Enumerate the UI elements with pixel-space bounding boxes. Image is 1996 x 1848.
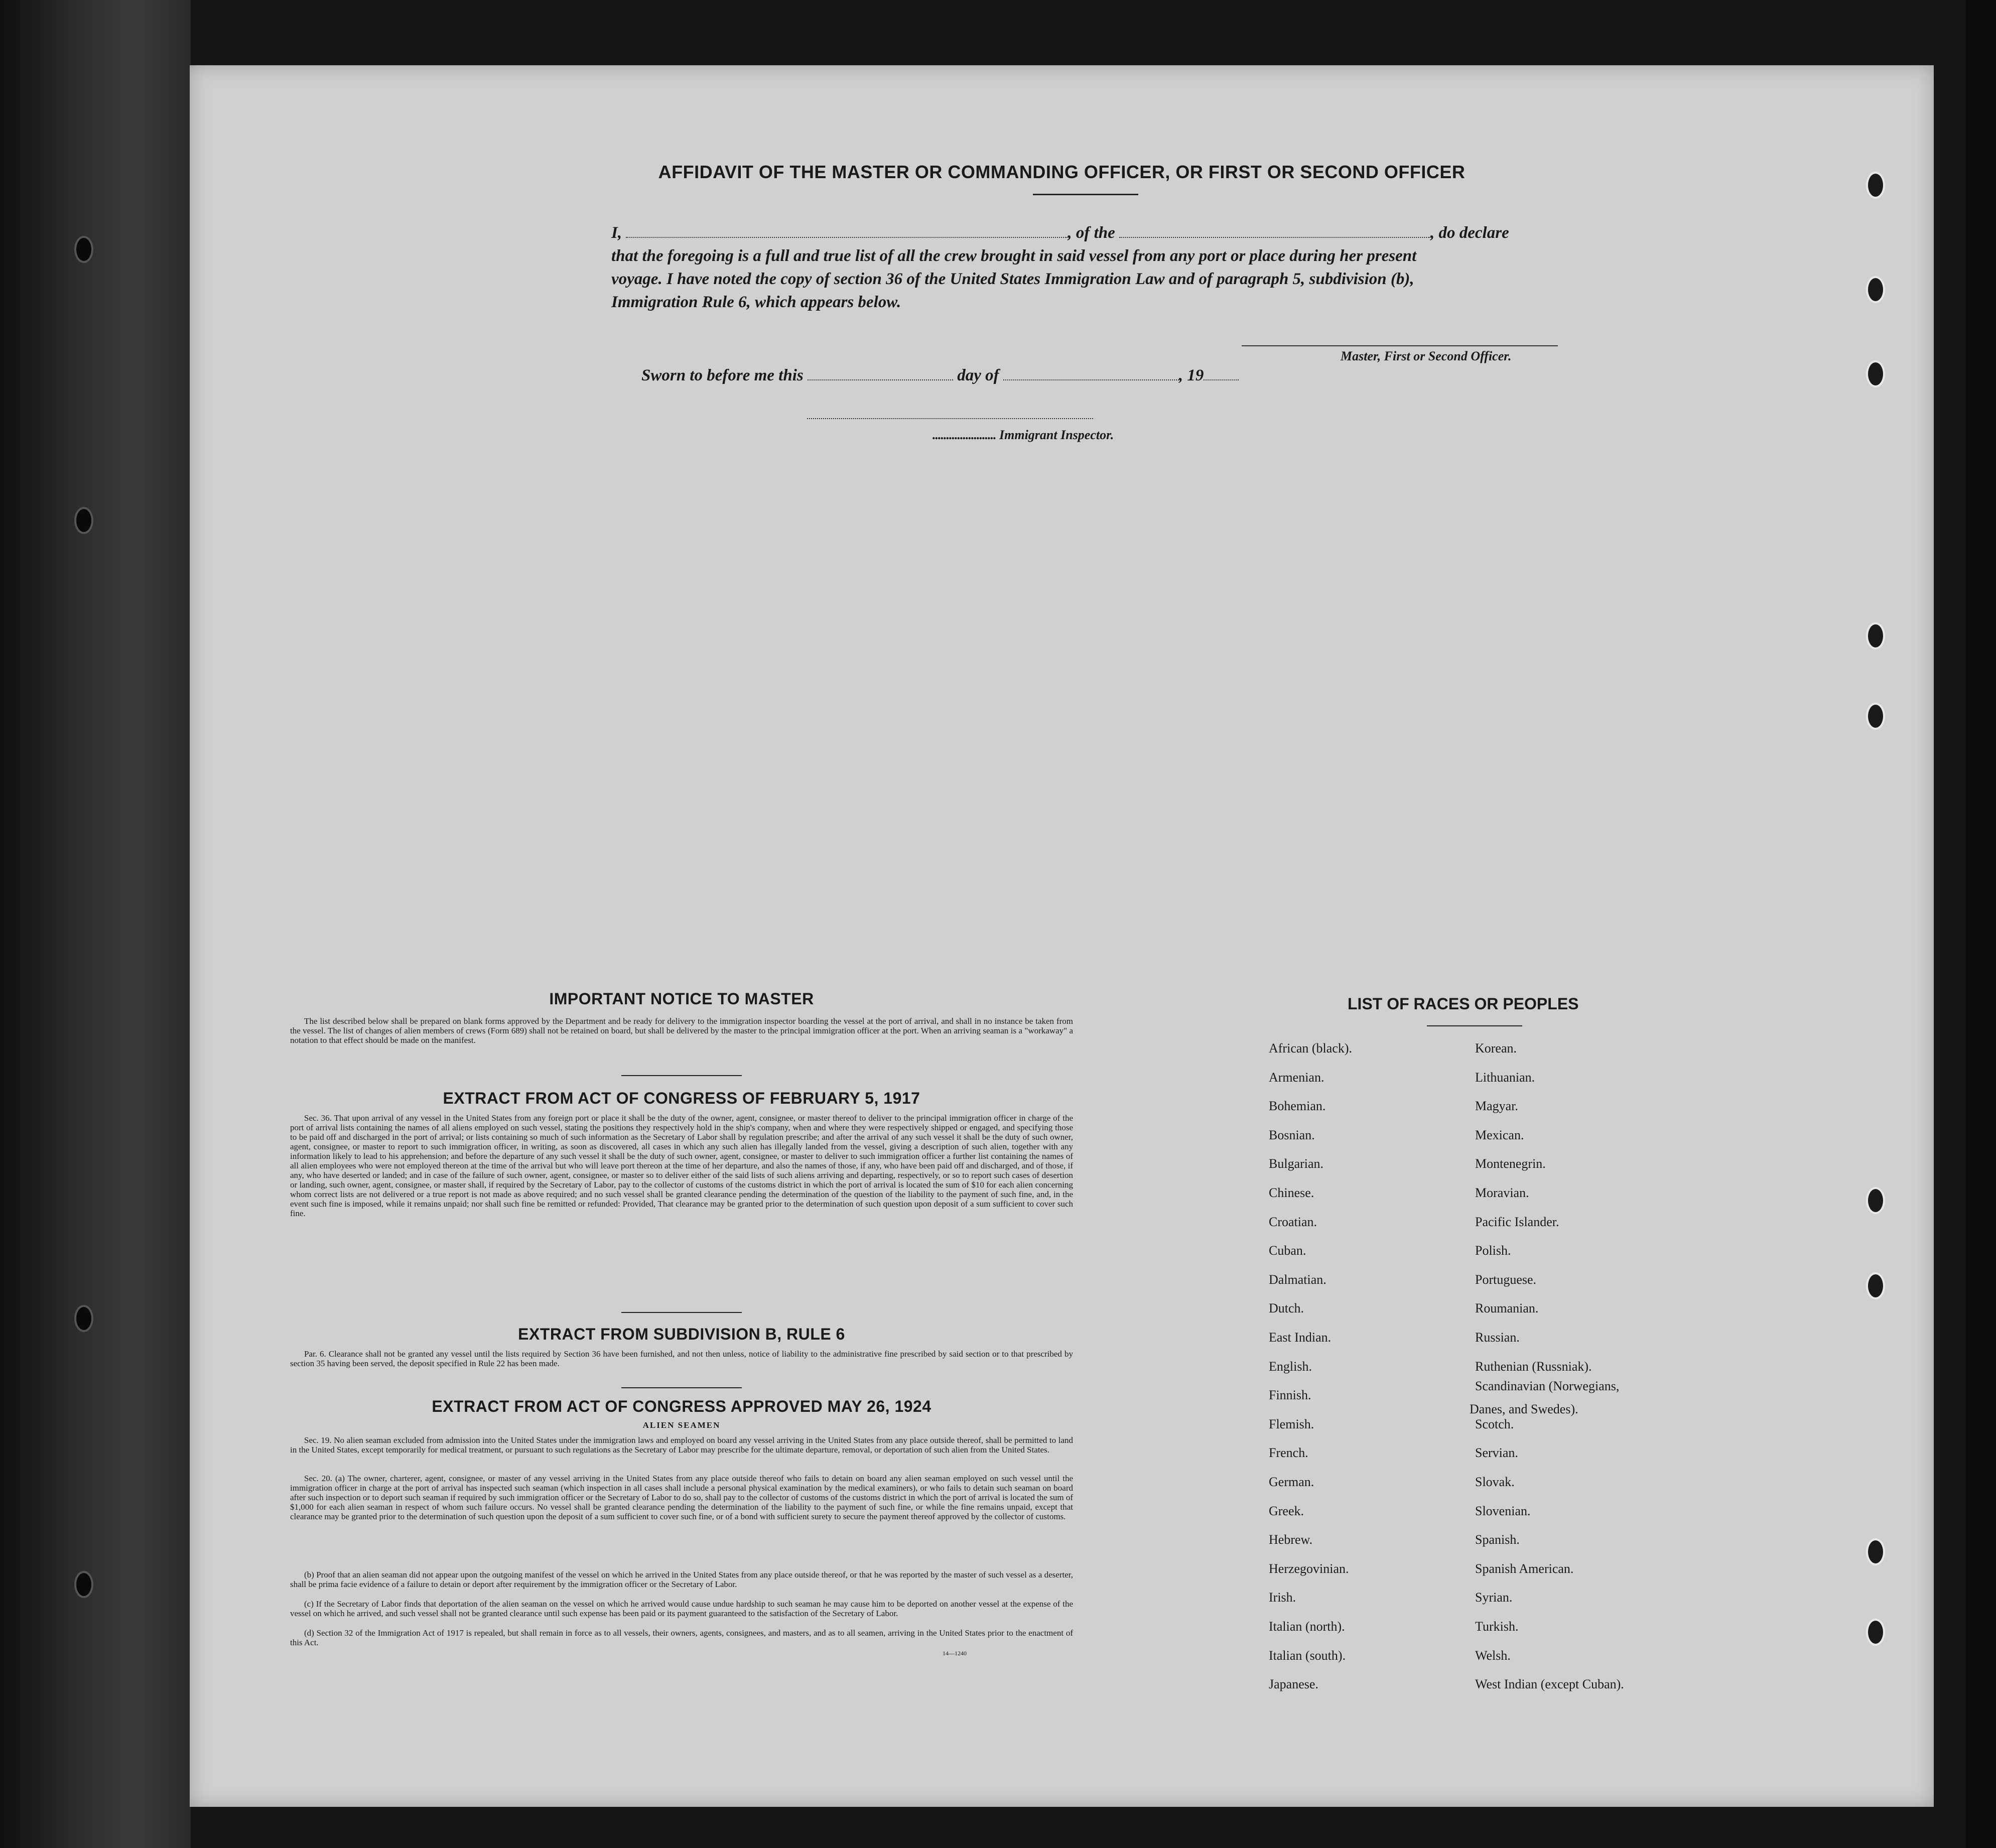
printer-imprint: U. S. GOVERNMENT PRINTING OFFICE: 1925 <box>1693 1807 1814 1812</box>
races-title: LIST OF RACES OR PEOPLES <box>1348 995 1579 1013</box>
races-rule <box>1427 1025 1522 1026</box>
race-item: West Indian (except Cuban). <box>1475 1677 1624 1691</box>
extract-1917-title: EXTRACT FROM ACT OF CONGRESS OF FEBRUARY 5, 1917 <box>443 1089 920 1107</box>
race-item: Flemish. <box>1269 1417 1314 1431</box>
race-item: Croatian. <box>1269 1215 1317 1229</box>
race-item: French. <box>1269 1445 1308 1460</box>
notice-text: The list described below shall be prepared on blank forms approved by the Department and be ready for delivery to the immigration inspector boarding the vessel at the port of arrival, and shall in no instance be taken from the vessel. The list of changes of alien members of crews (Form 689) shall not be retained on board, but shall be delivered by the master to the principal immigration officer at the port. When an arriving seaman is a "workaway" a notation to that effect should be made on the manifest. <box>290 1016 1073 1045</box>
binder-hole <box>74 1305 93 1332</box>
section-rule <box>621 1387 742 1388</box>
race-item: Bulgarian. <box>1269 1156 1324 1171</box>
declarant-name-field[interactable] <box>626 226 1068 238</box>
race-item: Korean. <box>1475 1041 1517 1055</box>
binder-hole <box>74 236 93 263</box>
sworn-day-field[interactable] <box>808 368 953 380</box>
sworn-prefix: Sworn to before me this <box>641 366 804 384</box>
race-continuation: Danes, and Swedes). <box>1470 1402 1578 1416</box>
vessel-prefix: , of the <box>1068 224 1115 242</box>
race-item: Italian (north). <box>1269 1619 1345 1634</box>
scan-right-edge <box>1966 0 1996 1848</box>
race-item: Portuguese. <box>1475 1272 1537 1287</box>
inspector-caption: ....................... Immigrant Inspector. <box>933 428 1114 442</box>
race-item: Roumanian. <box>1475 1301 1539 1315</box>
page-hole <box>1866 1272 1885 1299</box>
race-item: Hebrew. <box>1269 1532 1313 1547</box>
extract-1924-sec20d: (d) Section 32 of the Immigration Act of 1917 is repealed, but shall remain in force as to all vessels, their owners, agents, consignees, and masters, and as to all seamen, arriving in the United States prior to the enactment of this Act. <box>290 1628 1073 1647</box>
race-item: English. <box>1269 1359 1312 1374</box>
sworn-day-of: day of <box>957 366 999 384</box>
race-item: Magyar. <box>1475 1099 1518 1113</box>
alien-seamen-subtitle: ALIEN SEAMEN <box>642 1420 721 1430</box>
race-item: Irish. <box>1269 1590 1296 1605</box>
race-item: Japanese. <box>1269 1677 1318 1691</box>
declare-text: , do declare <box>1430 224 1509 242</box>
page-hole <box>1866 1538 1885 1565</box>
race-item: African (black). <box>1269 1041 1353 1055</box>
page-hole <box>1866 360 1885 387</box>
race-item: Turkish. <box>1475 1619 1519 1634</box>
form-number: 14—1240 <box>943 1650 967 1657</box>
race-item: Russian. <box>1475 1330 1520 1345</box>
race-item: Spanish. <box>1475 1532 1520 1547</box>
inspector-signature-line[interactable] <box>807 418 1093 419</box>
affidavit-line-1 <box>611 224 1509 242</box>
race-item: Moravian. <box>1475 1185 1529 1200</box>
affidavit-line-2: that the foregoing is a full and true list of all the crew brought in said vessel from any port or place during her present <box>611 247 1417 265</box>
page-hole <box>1866 703 1885 730</box>
race-item: Montenegrin. <box>1475 1156 1546 1171</box>
race-item: Bosnian. <box>1269 1128 1315 1142</box>
extract-1924-sec20b: (b) Proof that an alien seaman did not appear upon the outgoing manifest of the vessel on which he arrived in the United States from any place outside thereof, or that he was reported by the master of such vessel as a deserter, shall be prima facie evidence of a failure to detain or deport after requirement by the immigration officer or the Secretary of Labor. <box>290 1570 1073 1589</box>
race-item: Armenian. <box>1269 1070 1324 1085</box>
race-item: Lithuanian. <box>1475 1070 1535 1085</box>
declarant-prefix: I, <box>611 224 622 242</box>
binder-hole <box>74 507 93 534</box>
extract-rule6-title: EXTRACT FROM SUBDIVISION B, RULE 6 <box>518 1325 845 1343</box>
race-item: East Indian. <box>1269 1330 1332 1345</box>
extract-1924-sec20c: (c) If the Secretary of Labor finds that deportation of the alien seaman on the vessel on which he arrived would cause undue hardship to such seaman he may cause him to be deported on another vessel at the expense of the vessel on which he arrived, and such vessel shall not be granted clearance until such expense has been paid or its payment guaranteed to the satisfaction of the Secretary of Labor. <box>290 1599 1073 1618</box>
race-item: Dalmatian. <box>1269 1272 1326 1287</box>
page-hole <box>1866 1187 1885 1214</box>
affidavit-line-4: Immigration Rule 6, which appears below. <box>611 293 901 311</box>
race-item: Slovak. <box>1475 1475 1515 1489</box>
race-item: Polish. <box>1475 1243 1511 1258</box>
section-rule <box>621 1312 742 1313</box>
document-page <box>190 65 1934 1812</box>
race-item: German. <box>1269 1475 1314 1489</box>
inspector-caption-text: Immigrant Inspector. <box>999 428 1114 442</box>
race-item: Scandinavian (Norwegians, <box>1475 1379 1620 1393</box>
extract-rule6-text: Par. 6. Clearance shall not be granted any vessel until the lists required by Section 36 have been furnished, and not then unless, notice of liability to the administrative fine prescribed by said section or to that prescribed by section 35 having been served, the deposit specified in Rule 22 has been made. <box>290 1349 1073 1368</box>
race-item: Slovenian. <box>1475 1504 1531 1518</box>
affidavit-line-3: voyage. I have noted the copy of section 36 of the United States Immigration Law and of paragraph 5, subdivision (b), <box>611 270 1414 288</box>
master-caption: Master, First or Second Officer. <box>1341 349 1512 363</box>
race-item: Spanish American. <box>1475 1561 1574 1576</box>
race-item: Dutch. <box>1269 1301 1304 1315</box>
extract-1917-text: Sec. 36. That upon arrival of any vessel in the United States from any foreign port or place it shall be the duty of the owner, agent, consignee, or master thereof to deliver to the principal immigration officer in charge of the port of arrival lists containing the names of all aliens employed on such vessel, stating the positions they respectively hold in the ship's company, when and where they were respectively shipped or engaged, and specifying those to be paid off and discharged in the port of arrival; or lists containing so much of such information as the Secretary of Labor shall by regulation prescribe; and after the arrival of any such vessel it shall be the duty of such owner, agent, consignee, or master to report to such immigration officer, in writing, as soon as discovered, all cases in which any such alien has illegally landed from the vessel, giving a description of such alien, together with any information likely to lead to his apprehension; and before the departure of any such vessel it shall be the duty of such owner, agent, consignee, or master to deliver to such immigration officer a further list containing the names of all alien employees who were not employed thereon at the time of the arrival but who will leave port thereon at the time of her departure, and also the names of those, if any, who have been paid off and discharged, and of those, if any, who have deserted or landed; and in case of the failure of such owner, agent, consignee, or master so to deliver either of the said lists of such aliens arriving and departing, respectively, or so to report such cases of desertion or landing, such owner, agent, consignee, or master shall, if required by the Secretary of Labor, pay to the collector of customs of the customs district in which the port of arrival is located the sum of $10 for each alien concerning whom correct lists are not delivered or a true report is not made as above required; and no such vessel shall be granted clearance pending the determination of the question of the liability to the payment of such fine, and, in the event such fine is imposed, while it remains unpaid; nor shall such fine be remitted or refunded: Provided, That clearance may be granted prior to the determination of such question upon deposit of a sum sufficient to cover such fine. <box>290 1113 1073 1218</box>
scan-left-edge <box>0 0 191 1848</box>
race-item: Bohemian. <box>1269 1099 1326 1113</box>
extract-1924-sec19: Sec. 19. No alien seaman excluded from admission into the United States under the immigration laws and employed on board any vessel arriving in the United States from any place outside thereof, shall be permitted to land in the United States, except temporarily for medical treatment, or pursuant to such regulations as the Secretary of Labor may prescribe for the ultimate departure, removal, or deportation of such alien from the United States. <box>290 1435 1073 1455</box>
race-item: Finnish. <box>1269 1388 1311 1402</box>
page-hole <box>1866 1619 1885 1646</box>
race-item: Cuban. <box>1269 1243 1306 1258</box>
race-item: Syrian. <box>1475 1590 1513 1605</box>
sworn-line <box>641 366 1239 385</box>
page-hole <box>1866 622 1885 649</box>
extract-1924-sec20a: Sec. 20. (a) The owner, charterer, agent, consignee, or master of any vessel arriving in the United States from any place outside thereof who fails to detain on board any alien seaman employed on such vessel until the immigration officer in charge at the port of arrival has inspected such seaman (which inspection in all cases shall include a personal physical examination by the medical examiners), or who fails to detain such seaman on board after such inspection or to deport such seaman if required by such immigration officer or the Secretary of Labor to do so, shall pay to the collector of customs of the customs district in which the port of arrival is located the sum of $1,000 for each alien seaman in respect of whom such failure occurs. No vessel shall be granted clearance pending the determination of the liability to the payment of such fine, or while the fine remains unpaid, except that clearance may be granted prior to the determination of such question upon the deposit of a sum sufficient to cover such fine, or of a bond with sufficient surety to secure the payment thereof approved by the collector of customs. <box>290 1474 1073 1521</box>
race-item: Chinese. <box>1269 1185 1314 1200</box>
vessel-name-field[interactable] <box>1119 226 1430 238</box>
section-rule <box>621 1075 742 1076</box>
sworn-month-field[interactable] <box>1003 368 1179 380</box>
affidavit-title: AFFIDAVIT OF THE MASTER OR COMMANDING OFFICER, OR FIRST OR SECOND OFFICER <box>658 162 1466 182</box>
sworn-year-prefix: , 19 <box>1178 366 1204 384</box>
master-signature-line[interactable] <box>1242 345 1558 346</box>
title-rule <box>1033 194 1138 195</box>
race-item: Ruthenian (Russniak). <box>1475 1359 1592 1374</box>
page-hole <box>1866 276 1885 303</box>
race-item: Italian (south). <box>1269 1648 1346 1663</box>
binder-hole <box>74 1571 93 1598</box>
notice-title: IMPORTANT NOTICE TO MASTER <box>549 990 814 1008</box>
race-item: Greek. <box>1269 1504 1304 1518</box>
race-item: Pacific Islander. <box>1475 1215 1559 1229</box>
race-item: Servian. <box>1475 1445 1518 1460</box>
extract-1924-title: EXTRACT FROM ACT OF CONGRESS APPROVED MAY 26, 1924 <box>432 1397 932 1415</box>
race-item: Scotch. <box>1475 1417 1514 1431</box>
race-item: Herzegovinian. <box>1269 1561 1349 1576</box>
sworn-year-field[interactable] <box>1204 368 1239 380</box>
race-item: Mexican. <box>1475 1128 1524 1142</box>
race-item: Welsh. <box>1475 1648 1511 1663</box>
